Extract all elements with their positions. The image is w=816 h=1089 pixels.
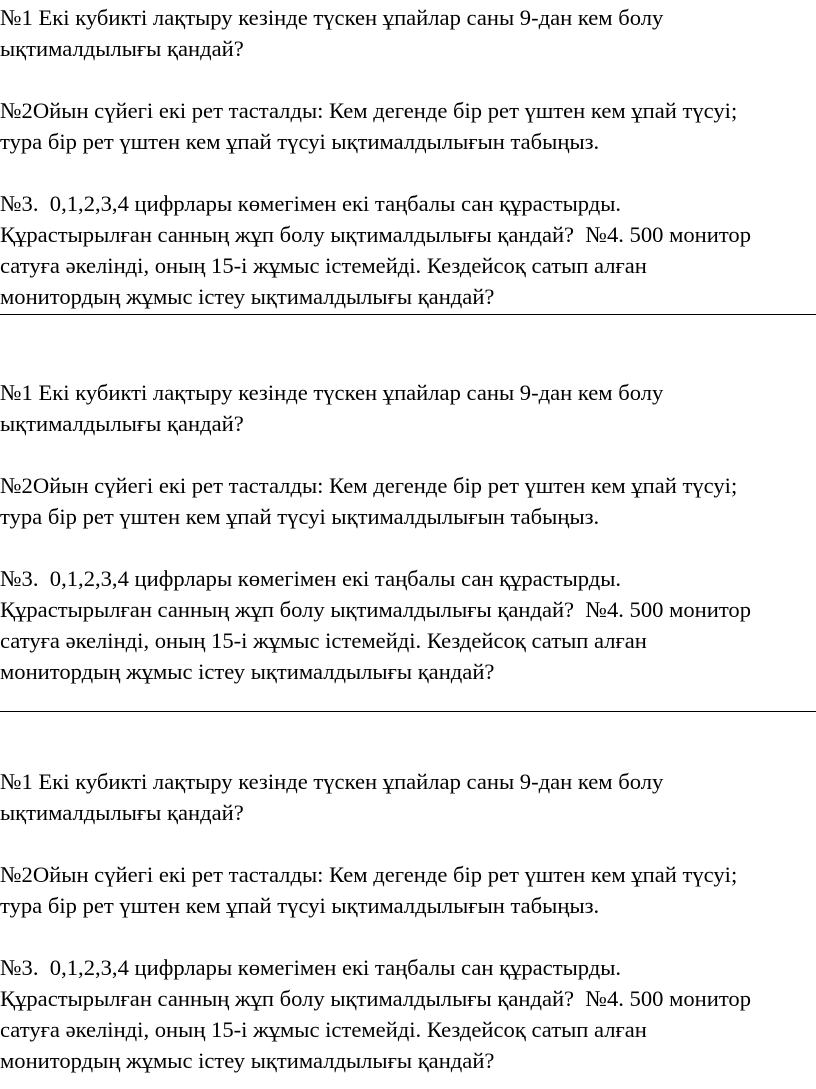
task-sheet-1 (0, 2, 816, 312)
task-1-line-2: ықтималдылығы қандай? (0, 411, 244, 436)
task-1-line-2: ықтималдылығы қандай? (0, 800, 244, 825)
task-3-line-3: сатуға әкелінді, оның 15-і жұмыс істемейді. Кездейсоқ сатып алған (0, 1017, 647, 1042)
task-2-line-1: №2Ойын сүйегі екі рет тасталды: Кем дегенде бір рет үштен кем ұпай түсуі; (0, 862, 738, 887)
task-2-line-2: тура бір рет үштен кем ұпай түсуі ықтималдылығын табыңыз. (0, 129, 600, 154)
task-sheet-2 (0, 377, 816, 687)
paragraph-gap (0, 532, 816, 563)
task-3-line-3: сатуға әкелінді, оның 15-і жұмыс істемейді. Кездейсоқ сатып алған (0, 628, 647, 653)
task-3-line-1: №3. 0,1,2,3,4 цифрлары көмегімен екі таңбалы сан құрастырды. (0, 955, 622, 980)
task-1-line-2: ықтималдылығы қандай? (0, 36, 244, 61)
task-3-line-1: №3. 0,1,2,3,4 цифрлары көмегімен екі таңбалы сан құрастырды. (0, 191, 622, 216)
task-1-line-1: №1 Екі кубикті лақтыру кезінде түскен ұпайлар саны 9-дан кем болу (0, 769, 664, 794)
task-sheet-3 (0, 766, 816, 1076)
task-3-line-4: монитордың жұмыс істеу ықтималдылығы қандай? (0, 284, 495, 309)
task-3-line-2: Құрастырылған санның жұп болу ықтималдылығы қандай? №4. 500 монитор (0, 597, 752, 622)
task-2-line-1: №2Ойын сүйегі екі рет тасталды: Кем дегенде бір рет үштен кем ұпай түсуі; (0, 98, 738, 123)
paragraph-gap (0, 157, 816, 188)
task-1-line-1: №1 Екі кубикті лақтыру кезінде түскен ұпайлар саны 9-дан кем болу (0, 380, 664, 405)
task-3-line-4: монитордың жұмыс істеу ықтималдылығы қандай? (0, 1048, 495, 1073)
task-3-line-1: №3. 0,1,2,3,4 цифрлары көмегімен екі таңбалы сан құрастырды. (0, 566, 622, 591)
section-divider-2 (0, 711, 816, 712)
paragraph-gap (0, 828, 816, 859)
task-3-line-4: монитордың жұмыс істеу ықтималдылығы қандай? (0, 659, 495, 684)
task-2-line-2: тура бір рет үштен кем ұпай түсуі ықтималдылығын табыңыз. (0, 504, 600, 529)
paragraph-gap (0, 921, 816, 952)
task-3-line-2: Құрастырылған санның жұп болу ықтималдылығы қандай? №4. 500 монитор (0, 986, 752, 1011)
paragraph-gap (0, 64, 816, 95)
task-3-line-3: сатуға әкелінді, оның 15-і жұмыс істемейді. Кездейсоқ сатып алған (0, 253, 647, 278)
paragraph-gap (0, 439, 816, 470)
task-2-line-1: №2Ойын сүйегі екі рет тасталды: Кем дегенде бір рет үштен кем ұпай түсуі; (0, 473, 738, 498)
section-divider-1 (0, 314, 816, 315)
task-2-line-2: тура бір рет үштен кем ұпай түсуі ықтималдылығын табыңыз. (0, 893, 600, 918)
task-3-line-2: Құрастырылған санның жұп болу ықтималдылығы қандай? №4. 500 монитор (0, 222, 752, 247)
task-1-line-1: №1 Екі кубикті лақтыру кезінде түскен ұпайлар саны 9-дан кем болу (0, 5, 664, 30)
